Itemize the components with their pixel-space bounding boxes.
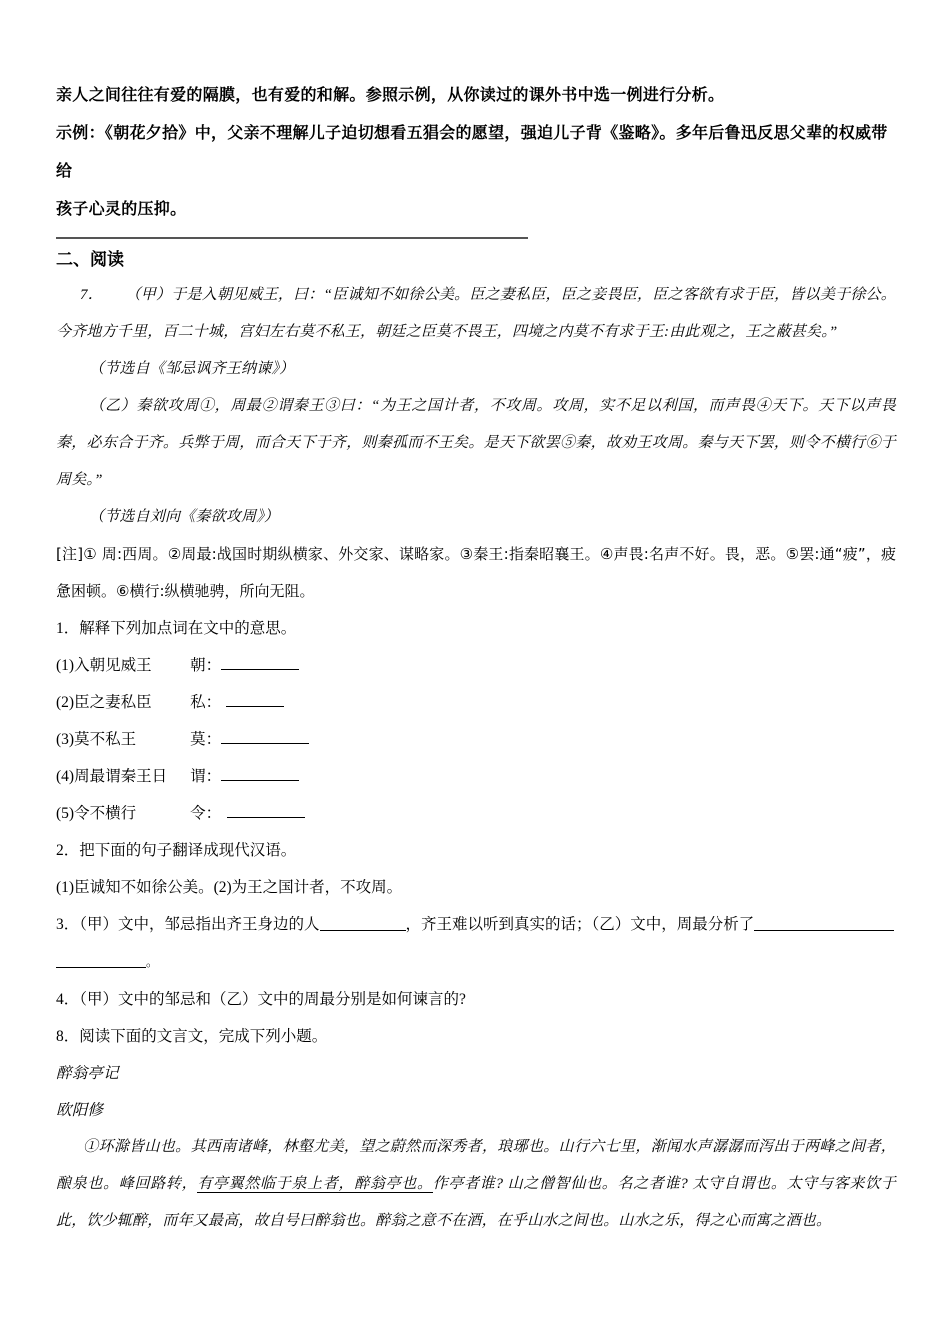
sub-item-2-answer-blank[interactable] xyxy=(226,691,284,707)
sub-item-2 xyxy=(56,684,896,721)
sub-item-2-stem: 臣之妻私臣 xyxy=(74,694,152,711)
subquestion-1-text: 解释下列加点词在文中的意思。 xyxy=(79,620,297,637)
intro-line-2: 示例：《朝花夕拾》中，父亲不理解儿子迫切想看五猖会的愿望，强迫儿子背《鉴略》。多年后鲁迅反思父辈的权威带给 xyxy=(56,123,888,180)
passage-jia-source: （节选自《邹忌讽齐王纳谏》） xyxy=(89,361,295,377)
passage-yi-source: （节选自刘向《秦欲攻周》） xyxy=(89,509,280,525)
intro-line-3: 孩子心灵的压抑。 xyxy=(56,199,187,218)
subquestion-3-number: 3． xyxy=(56,916,80,933)
subquestion-3-blank-3[interactable] xyxy=(56,952,146,968)
sub-item-4-label: (4) xyxy=(56,768,75,785)
subquestion-2-text: 把下面的句子翻译成现代汉语。 xyxy=(79,842,297,859)
subquestion-2-sentences: (1)臣诚知不如徐公美。(2)为王之国计者，不攻周。 xyxy=(56,879,403,896)
subquestion-3-part-a: （甲）文中，邹忌指出齐王身边的人 xyxy=(79,916,320,933)
question-8-title: 醉翁亭记 xyxy=(56,1065,119,1082)
question-8-passage xyxy=(56,1129,896,1240)
sub-item-3-answer-blank[interactable] xyxy=(221,728,309,744)
sub-item-1 xyxy=(56,647,896,684)
question-8-passage-underlined: 有亭翼然临于泉上者，醉翁亭也。 xyxy=(197,1176,433,1192)
subquestion-1-number: 1． xyxy=(56,620,80,637)
sub-item-1-word: 朝： xyxy=(190,657,222,674)
question-8-passage-before: ①环滁皆山也。其西南诸峰，林壑尤美，望之蔚然而深秀者，琅琊也。山行六七里，渐闻水声潺潺而泻出于两峰之间者，酿泉也。峰回路转， xyxy=(56,1139,896,1192)
question-7-passage-yi xyxy=(56,388,896,499)
passage-jia-text: 于是入朝见威王，曰：“臣诚知不如徐公美。臣之妻私臣，臣之妾畏臣，臣之客欲有求于臣，皆以美于徐公。今齐地方千里，百二十城，宫妇左右莫不私王，朝廷之臣莫不畏王，四境之内莫不有求于王:由此观之，王之蔽甚矣。” xyxy=(56,287,896,340)
sub-item-4 xyxy=(56,758,896,795)
sub-item-3-label: (3) xyxy=(56,731,75,748)
sub-item-1-label: (1) xyxy=(56,657,75,674)
sub-item-1-answer-blank[interactable] xyxy=(221,654,299,670)
subquestion-1-prompt xyxy=(56,610,896,647)
question-7-number: 7． xyxy=(80,287,103,303)
sub-item-3-word: 莫： xyxy=(190,731,222,748)
question-8-passage-after: 作亭者谁? 山之僧智仙也。名之者谁? 太守自谓也。太守与客来饮于此，饮少辄醉，而年又最高，故自号曰醉翁也。醉翁之意不在酒，在乎山水之间也。山水之乐，得之心而寓之酒也。 xyxy=(56,1176,896,1229)
sub-item-5-stem: 令不横行 xyxy=(74,805,137,822)
subquestion-2-number: 2． xyxy=(56,842,80,859)
section-divider xyxy=(56,237,528,239)
subquestion-3-part-c: 。 xyxy=(146,955,159,969)
question-8-prompt xyxy=(56,1018,896,1055)
sub-item-5-answer-blank[interactable] xyxy=(227,802,305,818)
question-7-passage-jia xyxy=(56,277,896,351)
sub-item-5-label: (5) xyxy=(56,805,75,822)
subquestion-4-text: （甲）文中的邹忌和（乙）文中的周最分别是如何谏言的? xyxy=(79,991,466,1008)
passage-jia-label: （甲） xyxy=(125,287,172,303)
subquestion-4 xyxy=(56,981,896,1018)
question-8-number: 8． xyxy=(56,1028,80,1045)
passage-footnotes: [注]① 周:西周。②周最:战国时期纵横家、外交家、谋略家。③秦王:指秦昭襄王。④声畏:名声不好。畏，恶。⑤罢:通“疲”，疲惫困顿。⑥横行:纵横驰骋，所向无阻。 xyxy=(56,545,896,600)
sub-item-4-answer-blank[interactable] xyxy=(221,765,299,781)
document-body xyxy=(56,76,896,1240)
sub-item-1-stem: 入朝见威王 xyxy=(74,657,152,674)
question-8-author: 欧阳修 xyxy=(56,1102,104,1119)
sub-item-3-stem: 莫不私王 xyxy=(74,731,137,748)
section-heading-reading: 二、阅读 xyxy=(56,250,124,270)
sub-item-3 xyxy=(56,721,896,758)
sub-item-5-word: 令： xyxy=(190,805,222,822)
sub-item-2-label: (2) xyxy=(56,694,75,711)
question-8-text: 阅读下面的文言文，完成下列小题。 xyxy=(79,1028,328,1045)
intro-line-1: 亲人之间往往有爱的隔膜，也有爱的和解。参照示例，从你读过的课外书中选一例进行分析。 xyxy=(56,85,725,104)
passage-yi-text: 秦欲攻周①，周最②谓秦王③曰：“为王之国计者，不攻周。攻周，实不足以利国，而声畏④天下。天下以声畏秦，必东合于齐。兵弊于周，而合天下于齐，则秦孤而不王矣。是天下欲罢⑤秦，故劝王攻周。秦与天下罢，则令不横行⑥于周矣。” xyxy=(56,398,896,488)
sub-item-4-word: 谓： xyxy=(190,768,222,785)
subquestion-3-part-b: ，齐王难以听到真实的话；（乙）文中，周最分析了 xyxy=(405,916,755,933)
sub-item-4-stem: 周最谓秦王日 xyxy=(74,768,168,785)
sub-item-2-word: 私： xyxy=(190,694,222,711)
subquestion-4-number: 4． xyxy=(56,991,80,1008)
subquestion-3 xyxy=(56,906,896,981)
subquestion-3-blank-1[interactable] xyxy=(320,915,406,931)
passage-yi-label: （乙） xyxy=(89,398,137,414)
sub-item-5 xyxy=(56,795,896,832)
subquestion-3-blank-2[interactable] xyxy=(754,915,894,931)
subquestion-2-prompt xyxy=(56,832,896,869)
